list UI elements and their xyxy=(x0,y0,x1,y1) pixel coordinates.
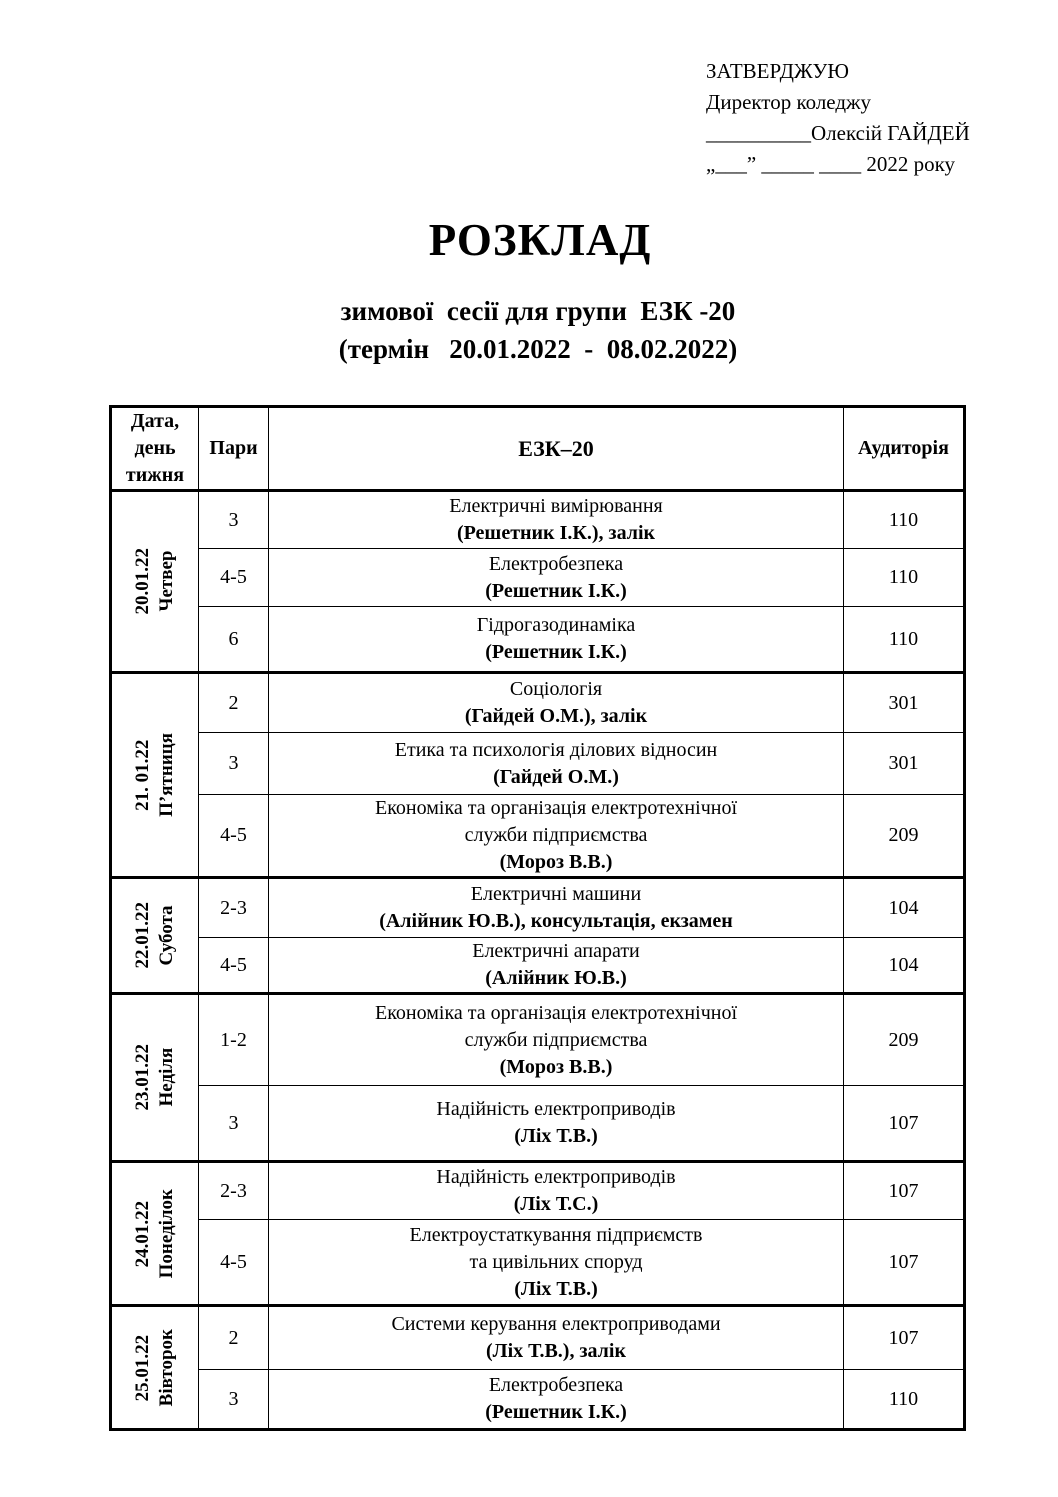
day-weekday: Вівторок xyxy=(156,1328,177,1407)
table-row xyxy=(111,733,965,795)
subject-name: Електричні вимірювання xyxy=(449,495,663,517)
day-weekday: Неділя xyxy=(156,1048,177,1107)
day-cell xyxy=(111,673,199,878)
table-row xyxy=(111,878,965,938)
teacher-name: (Ліх Т.В.) xyxy=(514,1277,598,1300)
subject-name: Соціологія xyxy=(509,678,603,700)
approval-block xyxy=(706,56,970,180)
pair-cell: 4-5 xyxy=(199,938,269,994)
table-row xyxy=(111,607,965,673)
room-cell: 104 xyxy=(844,938,965,994)
table-row xyxy=(111,1162,965,1220)
teacher-name: (Ліх Т.В.), залік xyxy=(486,1340,626,1362)
subject-cell xyxy=(269,733,844,795)
pair-cell: 2 xyxy=(199,673,269,733)
pair-cell: 6 xyxy=(199,607,269,673)
pair-cell: 4-5 xyxy=(199,549,269,607)
room-cell: 107 xyxy=(844,1162,965,1220)
pair-cell: 3 xyxy=(199,1086,269,1162)
subject-name: Гідрогазодинаміка xyxy=(476,614,636,636)
subject-name: Електричні апарати xyxy=(472,940,640,962)
subject-cell xyxy=(269,878,844,938)
pair-cell: 3 xyxy=(199,733,269,795)
subject-cell xyxy=(269,1306,844,1370)
table-row xyxy=(111,1086,965,1162)
day-date: 21. 01.22 xyxy=(132,739,153,811)
table-header-row xyxy=(111,407,965,491)
room-cell: 301 xyxy=(844,733,965,795)
pair-cell: 3 xyxy=(199,1370,269,1430)
teacher-name: (Алійник Ю.В.), консультація, екзамен xyxy=(379,910,733,932)
table-row xyxy=(111,1370,965,1430)
table-row xyxy=(111,1220,965,1306)
teacher-name: (Ліх Т.В.) xyxy=(514,1125,598,1147)
subject-name: Надійність електроприводів xyxy=(436,1166,676,1188)
teacher-name: (Мороз В.В.) xyxy=(499,851,613,873)
approval-date-line: „___” _____ ____ 2022 року xyxy=(706,152,956,176)
day-weekday: Субота xyxy=(156,905,177,966)
subject-cell xyxy=(269,1370,844,1430)
subject-cell xyxy=(269,607,844,673)
teacher-name: (Гайдей О.М.) xyxy=(493,765,619,788)
table-row xyxy=(111,795,965,878)
room-cell: 104 xyxy=(844,878,965,938)
subject-name: Системи керування електроприводами xyxy=(391,1313,721,1335)
subject-cell xyxy=(269,1086,844,1162)
approval-line-1: ЗАТВЕРДЖУЮ xyxy=(706,59,849,83)
subject-name: Електробезпека xyxy=(488,552,624,575)
day-cell xyxy=(111,1162,199,1306)
day-date: 23.01.22 xyxy=(132,1044,153,1111)
table-row xyxy=(111,938,965,994)
approval-line-2: Директор коледжу xyxy=(706,90,872,114)
subject-name: Економіка та організація електротехнічної xyxy=(374,797,738,819)
day-cell xyxy=(111,994,199,1162)
pair-cell: 2 xyxy=(199,1306,269,1370)
subject-name: Електроустаткування підприємств xyxy=(409,1223,703,1246)
table-row xyxy=(111,994,965,1086)
header-room: Аудиторія xyxy=(844,407,965,491)
day-date: 20.01.22 xyxy=(132,548,153,615)
subject-name-continued: служби підприємства xyxy=(464,824,648,846)
schedule-table xyxy=(109,405,966,1431)
header-group: ЕЗК–20 xyxy=(269,407,844,491)
day-cell xyxy=(111,491,199,673)
day-weekday: П’ятниця xyxy=(156,733,177,817)
teacher-name: (Гайдей О.М.), залік xyxy=(464,705,648,727)
subject-cell xyxy=(269,673,844,733)
day-weekday: Четвер xyxy=(156,551,177,612)
room-cell: 107 xyxy=(844,1220,965,1306)
teacher-name: (Решетник І.К.) xyxy=(485,579,627,602)
room-cell: 209 xyxy=(844,994,965,1086)
subject-name: Етика та психологія ділових відносин xyxy=(394,738,718,761)
day-date: 24.01.22 xyxy=(132,1200,153,1267)
teacher-name: (Ліх Т.С.) xyxy=(513,1193,599,1215)
document-title: РОЗКЛАД xyxy=(428,215,652,265)
day-date: 25.01.22 xyxy=(132,1334,153,1401)
teacher-name: (Решетник І.К.), залік xyxy=(456,522,656,544)
subject-cell xyxy=(269,938,844,994)
subject-name: Електричні машини xyxy=(470,883,642,905)
room-cell: 209 xyxy=(844,795,965,878)
subject-name-continued: служби підприємства xyxy=(464,1028,648,1051)
approval-signature-line: __________Олексій ГАЙДЕЙ xyxy=(706,121,970,145)
pair-cell: 2-3 xyxy=(199,878,269,938)
table-row xyxy=(111,491,965,549)
table-row xyxy=(111,673,965,733)
pair-cell: 3 xyxy=(199,491,269,549)
subject-cell xyxy=(269,1220,844,1306)
subject-name: Економіка та організація електротехнічної xyxy=(374,1001,738,1024)
room-cell: 110 xyxy=(844,491,965,549)
teacher-name: (Мороз В.В.) xyxy=(499,1055,613,1078)
room-cell: 107 xyxy=(844,1306,965,1370)
teacher-name: (Алійник Ю.В.) xyxy=(485,967,627,989)
teacher-name: (Решетник І.К.) xyxy=(485,641,627,663)
subject-name: Електробезпека xyxy=(488,1374,624,1396)
subject-cell xyxy=(269,491,844,549)
day-cell xyxy=(111,878,199,994)
session-term: (термін 20.01.2022 - 08.02.2022) xyxy=(338,334,738,364)
table-row xyxy=(111,1306,965,1370)
subject-cell xyxy=(269,549,844,607)
subject-name: Надійність електроприводів xyxy=(436,1098,676,1120)
room-cell: 107 xyxy=(844,1086,965,1162)
subject-cell xyxy=(269,994,844,1086)
pair-cell: 4-5 xyxy=(199,795,269,878)
day-weekday: Понеділок xyxy=(156,1188,177,1279)
subject-cell xyxy=(269,1162,844,1220)
subject-cell xyxy=(269,795,844,878)
day-cell xyxy=(111,1306,199,1430)
table-row xyxy=(111,549,965,607)
pair-cell: 4-5 xyxy=(199,1220,269,1306)
room-cell: 110 xyxy=(844,607,965,673)
room-cell: 110 xyxy=(844,1370,965,1430)
document-subtitle: зимової сесії для групи ЕЗК -20 xyxy=(340,296,736,326)
room-cell: 110 xyxy=(844,549,965,607)
header-pairs: Пари xyxy=(199,407,269,491)
header-date: Дата, день тижня xyxy=(111,407,199,491)
pair-cell: 2-3 xyxy=(199,1162,269,1220)
subject-name-continued: та цивільних споруд xyxy=(469,1250,643,1273)
teacher-name: (Решетник І.К.) xyxy=(485,1401,627,1423)
day-date: 22.01.22 xyxy=(132,902,153,969)
room-cell: 301 xyxy=(844,673,965,733)
pair-cell: 1-2 xyxy=(199,994,269,1086)
